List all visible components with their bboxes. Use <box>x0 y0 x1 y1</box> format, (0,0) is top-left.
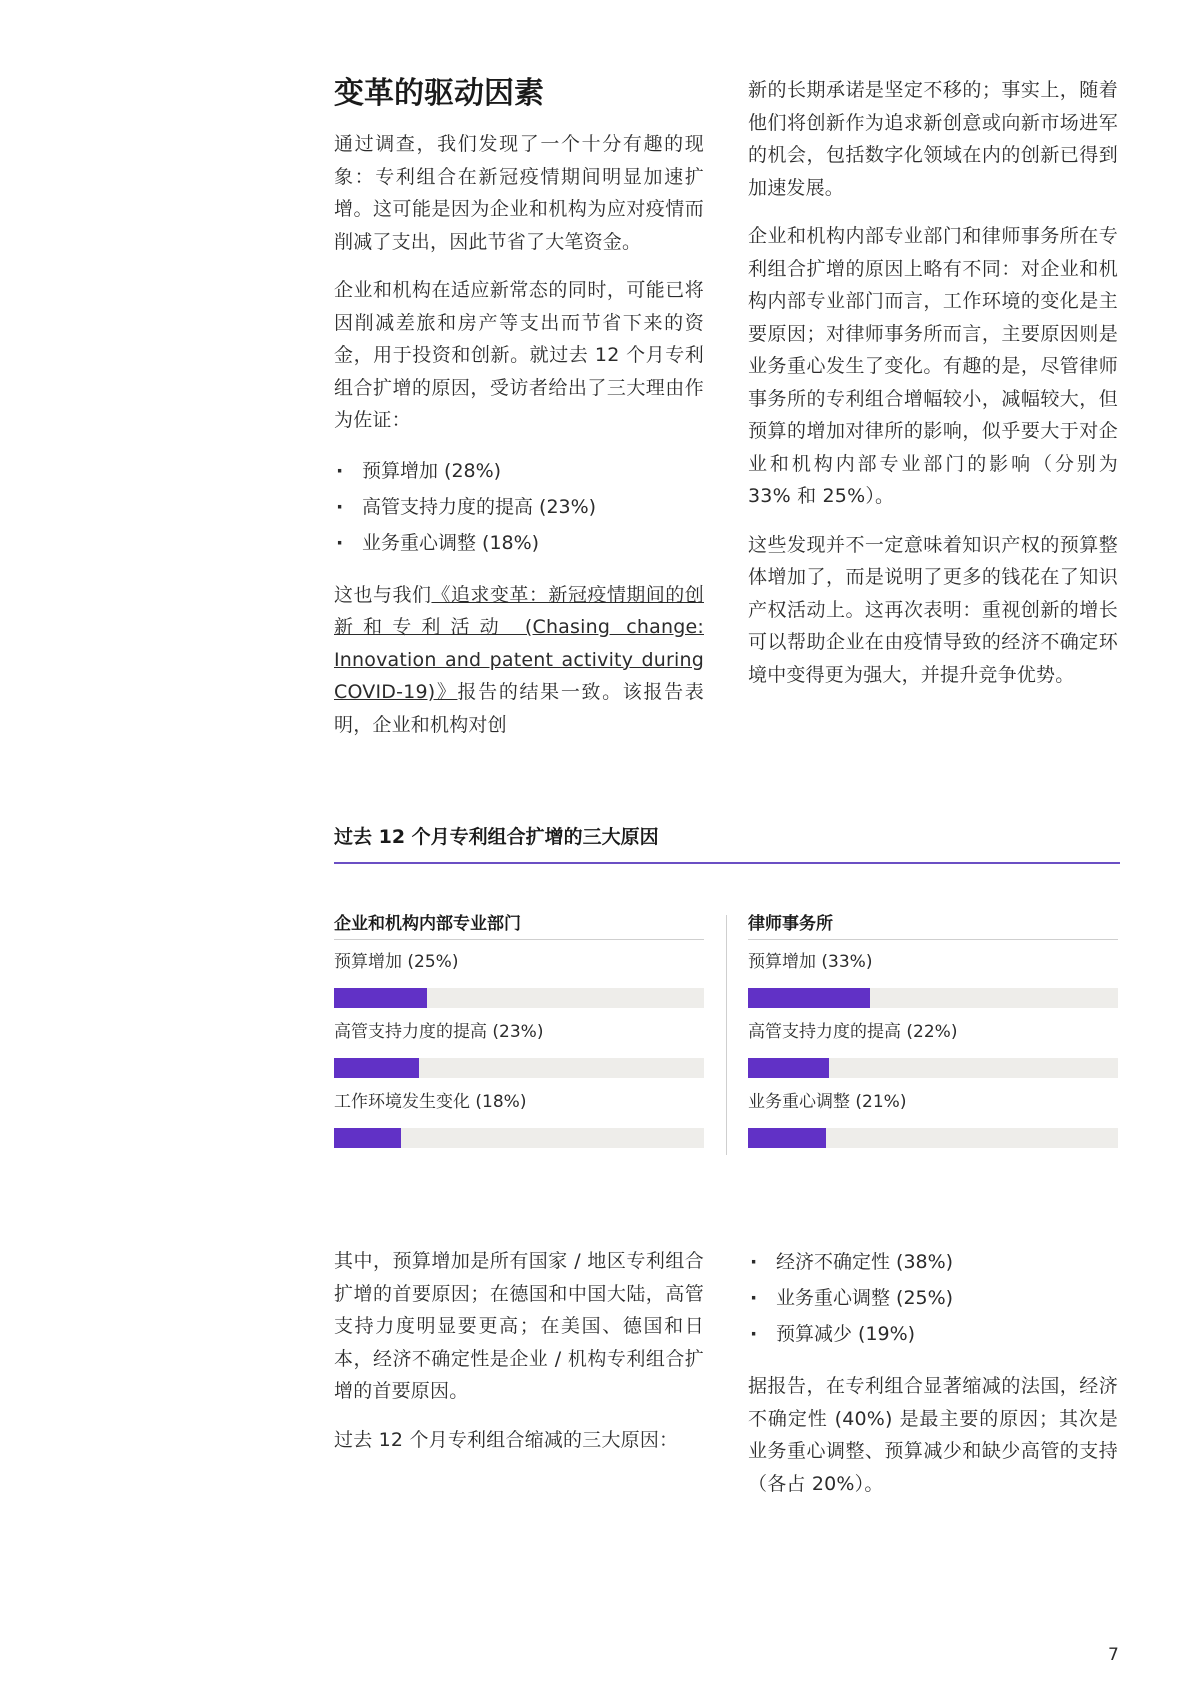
chart-panel-in-house <box>334 909 704 1160</box>
paragraph: 新的长期承诺是坚定不移的；事实上，随着他们将创新作为追求新创意或向新市场进军的机会，包括数字化领域在内的创新已得到加速发展。 <box>748 79 1118 199</box>
bar-label: 高管支持力度的提高 (22%) <box>748 1022 958 1042</box>
bar-track <box>748 988 1118 1008</box>
bar-label: 高管支持力度的提高 (23%) <box>334 1022 544 1042</box>
shrink-reasons-list <box>748 1244 1118 1352</box>
bar-track <box>748 1058 1118 1078</box>
bar-label: 预算增加 (33%) <box>748 952 873 972</box>
section-title: 变革的驱动因素 <box>334 76 544 111</box>
bottom-right-column <box>748 1244 1118 1516</box>
bar-row <box>748 1020 1118 1090</box>
paragraph-prefix: 这也与我们 <box>334 583 432 606</box>
chart-panel-heading: 律师事务所 <box>748 909 1118 940</box>
bar-label: 工作环境发生变化 (18%) <box>334 1092 527 1112</box>
bar-track <box>748 1128 1118 1148</box>
page-number: 7 <box>1108 1645 1119 1665</box>
top-left-column <box>334 74 704 757</box>
paragraph: 过去 12 个月专利组合缩减的三大原因： <box>334 1428 679 1451</box>
list-item: · 经济不确定性 (38%) <box>748 1244 1118 1280</box>
reasons-list <box>334 453 704 561</box>
bar <box>748 1128 826 1148</box>
list-item: · 预算减少 (19%) <box>748 1316 1118 1352</box>
bar-track <box>334 988 704 1008</box>
list-item: · 高管支持力度的提高 (23%) <box>334 489 704 525</box>
bar <box>334 1058 419 1078</box>
chart-title: 过去 12 个月专利组合扩增的三大原因 <box>334 826 659 848</box>
report-reference-paragraph <box>334 579 704 742</box>
chart-column-divider <box>726 915 727 1155</box>
paragraph: 企业和机构内部专业部门和律师事务所在专利组合扩增的原因上略有不同：对企业和机构内部专业部门而言，工作环境的变化是主要原因；对律师事务所而言，主要原因则是业务重心发生了变化。有趣的是，尽管律师事务所的专利组合增幅较小，减幅较大，但预算的增加对律所的影响，似乎要大于对企业和机构内部专业部门的影响（分别为 33% 和 25%）。 <box>748 225 1118 507</box>
top-right-column <box>748 74 1118 707</box>
paragraph: 企业和机构在适应新常态的同时，可能已将因削减差旅和房产等支出而节省下来的资金，用于投资和创新。就过去 12 个月专利组合扩增的原因，受访者给出了三大理由作为佐证： <box>334 279 704 431</box>
bar-row <box>334 1020 704 1090</box>
bar-row <box>334 950 704 1020</box>
chart-title-divider <box>334 862 1120 864</box>
bar-label: 预算增加 (25%) <box>334 952 459 972</box>
paragraph: 这些发现并不一定意味着知识产权的预算整体增加了，而是说明了更多的钱花在了知识产权活动上。这再次表明：重视创新的增长可以帮助企业在由疫情导致的经济不确定环境中变得更为强大，并提升竞争优势。 <box>748 533 1118 686</box>
list-item: · 业务重心调整 (18%) <box>334 525 704 561</box>
report-link[interactable]: 《追求变革：新冠疫情期间的创新和专利活动 (Chasing change: Innovation and patent activity during COVID-19)》 <box>334 583 704 703</box>
bar-row <box>748 950 1118 1020</box>
bar <box>748 988 870 1008</box>
paragraph: 通过调查，我们发现了一个十分有趣的现象：专利组合在新冠疫情期间明显加速扩增。这可能是因为企业和机构为应对疫情而削减了支出，因此节省了大笔资金。 <box>334 133 704 253</box>
paragraph: 据报告，在专利组合显著缩减的法国，经济不确定性 (40%) 是最主要的原因；其次是业务重心调整、预算减少和缺少高管的支持（各占 20%）。 <box>748 1375 1118 1495</box>
list-item: · 预算增加 (28%) <box>334 453 704 489</box>
chart-panel-law-firms <box>748 909 1118 1160</box>
bottom-left-column <box>334 1245 704 1472</box>
bar-row <box>748 1090 1118 1160</box>
bar <box>334 1128 401 1148</box>
bar-track <box>334 1058 704 1078</box>
paragraph-suffix: 报告的结果一致。该报告表明，企业和机构对创 <box>334 681 704 736</box>
bar-label: 业务重心调整 (21%) <box>748 1092 907 1112</box>
bar-track <box>334 1128 704 1148</box>
bar-row <box>334 1090 704 1160</box>
bar <box>748 1058 829 1078</box>
list-item: · 业务重心调整 (25%) <box>748 1280 1118 1316</box>
paragraph: 其中，预算增加是所有国家 / 地区专利组合扩增的首要原因；在德国和中国大陆，高管支持力度明显要更高；在美国、德国和日本，经济不确定性是企业 / 机构专利组合扩增的首要原因。 <box>334 1250 704 1402</box>
chart-panel-heading: 企业和机构内部专业部门 <box>334 909 704 940</box>
bar <box>334 988 427 1008</box>
